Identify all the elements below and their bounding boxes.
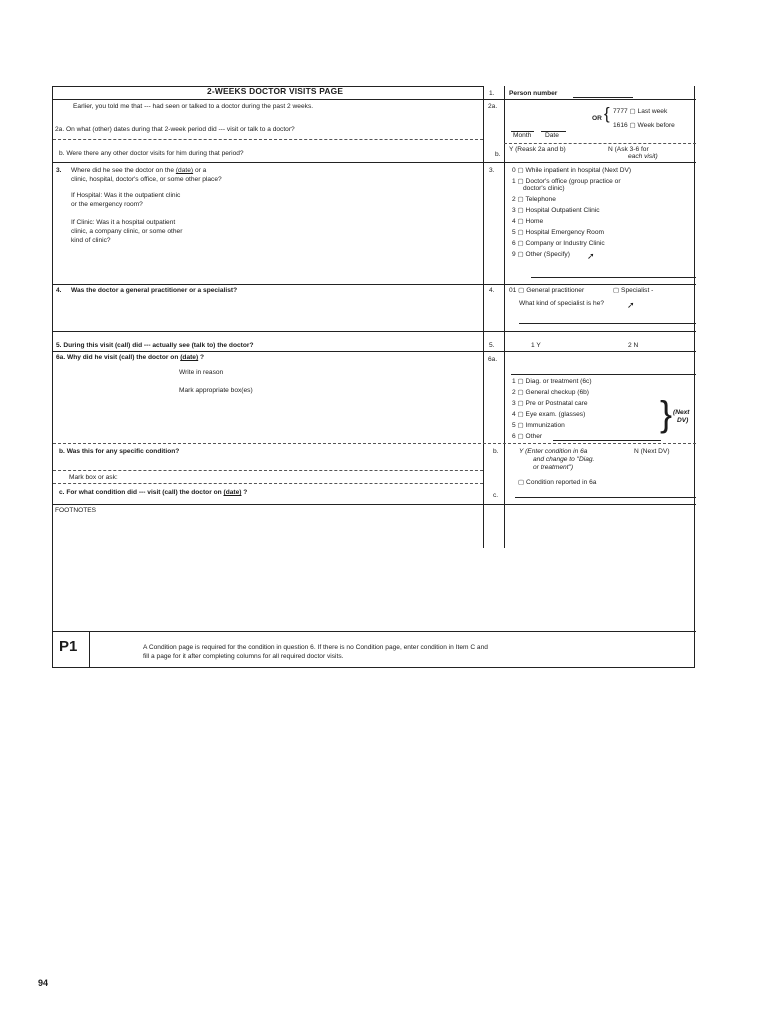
p1-divider: [89, 631, 90, 668]
q5-question: 5. During this visit (call) did --- actually see (talk to) the doctor?: [56, 342, 254, 349]
q2a-option-week-before[interactable]: 1616 ▢ Week before: [613, 122, 675, 129]
q4-general-practitioner[interactable]: 01 ▢ General practitioner: [509, 287, 585, 294]
q3-clinic-line2: clinic, a company clinic, or some other: [71, 228, 183, 235]
q6c-number: c.: [493, 492, 499, 499]
q6a-brace-icon: }: [660, 393, 673, 434]
person-number-field[interactable]: [573, 97, 633, 98]
footnotes-area[interactable]: [53, 516, 696, 631]
q3-option-outpatient[interactable]: 3 ▢ Hospital Outpatient Clinic: [512, 207, 600, 214]
header-bottom-rule: [53, 99, 696, 100]
q4-arrow-icon: ➚: [627, 300, 635, 310]
q4-number-right: 4.: [489, 287, 495, 294]
q6b-number: b.: [493, 448, 499, 455]
p1-note-line1: A Condition page is required for the condition in question 6. If there is no Condition page, enter condition in Item C and: [143, 644, 488, 651]
q6a-option-checkup[interactable]: 2 ▢ General checkup (6b): [512, 389, 589, 396]
q5-rule: [53, 351, 696, 352]
q6c-condition-field[interactable]: [515, 497, 696, 498]
q6c-rule: [53, 504, 696, 505]
q6a-other-field[interactable]: [553, 440, 661, 441]
q6b-yes-line3: or treatment"): [533, 464, 574, 471]
q6a-option-immunization[interactable]: 5 ▢ Immunization: [512, 422, 565, 429]
q3-option-other[interactable]: 9 ▢ Other (Specify): [512, 251, 570, 258]
q6a-write-reason: Write in reason: [179, 369, 224, 376]
q3-line1: Where did he see the doctor on the (date) or a: [71, 167, 207, 174]
q5-number: 5.: [489, 342, 495, 349]
q6b-no[interactable]: N (Next DV): [634, 448, 670, 455]
q3-option-telephone[interactable]: 2 ▢ Telephone: [512, 196, 556, 203]
q6b-yes[interactable]: Y (Enter condition in 6a: [519, 448, 588, 455]
q6a-option-other[interactable]: 6 ▢ Other: [512, 433, 543, 440]
q6a-reason-field[interactable]: [511, 374, 696, 375]
q6a-mark-boxes: Mark appropriate box(es): [179, 387, 253, 394]
q3-hospital-line1: If Hospital: Was it the outpatient clinic: [71, 192, 181, 199]
q2b-no-continued: each visit): [628, 153, 658, 160]
q6a-option-prenatal[interactable]: 3 ▢ Pre or Postnatal care: [512, 400, 588, 407]
q3-option-company[interactable]: 6 ▢ Company or Industry Clinic: [512, 240, 605, 247]
q6c-question: c. For what condition did --- visit (call) the doctor on (date) ?: [59, 489, 248, 496]
q2a-rule: [53, 139, 483, 140]
q2a-question: 2a. On what (other) dates during that 2-week period did --- visit or talk to a doctor?: [55, 126, 295, 133]
person-number-label: Person number: [509, 90, 558, 97]
column-divider-right: [504, 86, 505, 548]
q2a-brace-icon: {: [604, 104, 610, 123]
q3-option-emergency[interactable]: 5 ▢ Hospital Emergency Room: [512, 229, 604, 236]
q4-kind-of-specialist: What kind of specialist is he?: [519, 300, 605, 307]
q5-yes[interactable]: 1 Y: [531, 342, 541, 349]
q6c-top-rule: [53, 483, 483, 484]
q6b-rule: [53, 470, 483, 471]
q3-option-home[interactable]: 4 ▢ Home: [512, 218, 544, 225]
q2a-or: OR: [592, 115, 602, 122]
q6a-rule: [53, 443, 696, 444]
footnotes-label: FOOTNOTES: [55, 507, 97, 514]
q4-specialist-field[interactable]: [519, 323, 696, 324]
q2a-number: 2a.: [488, 103, 498, 110]
item-number-1: 1.: [489, 90, 495, 97]
doctor-visits-form: [52, 86, 695, 668]
q4-question: Was the doctor a general practitioner or a specialist?: [71, 287, 238, 294]
q2b-question: b. Were there any other doctor visits for him during that period?: [59, 150, 244, 157]
q5-no[interactable]: 2 N: [628, 342, 639, 349]
page-title: 2-WEEKS DOCTOR VISITS PAGE: [207, 86, 344, 96]
q3-arrow-icon: ➚: [587, 251, 595, 261]
q2b-yes[interactable]: Y (Reask 2a and b): [509, 146, 566, 153]
q2b-no[interactable]: N (Ask 3-6 for: [608, 146, 649, 153]
q4-rule: [53, 331, 696, 332]
q6b-yes-line2: and change to "Diag.: [533, 456, 595, 463]
q3-rule: [53, 284, 696, 285]
q3-number-right: 3.: [489, 167, 495, 174]
q4-specialist[interactable]: ▢ Specialist -: [613, 287, 654, 294]
q2a-option-last-week[interactable]: 7777 ▢ Last week: [613, 108, 668, 115]
q2b-rule: [53, 162, 696, 163]
q6a-next-dv-2: DV): [677, 417, 689, 424]
q3-number-left: 3.: [56, 167, 62, 174]
q2a-month-label: Month: [513, 132, 532, 139]
q6a-number: 6a.: [488, 356, 498, 363]
q2b-number: b.: [495, 151, 501, 158]
q2a-intro: Earlier, you told me that --- had seen or talked to a doctor during the past 2 weeks.: [73, 103, 314, 110]
q3-option-doctors-office-cont: doctor's clinic): [523, 185, 565, 192]
q3-option-doctors-office[interactable]: 1 ▢ Doctor's office (group practice or: [512, 178, 621, 185]
q6a-next-dv-1: (Next: [673, 409, 690, 416]
q4-number-left: 4.: [56, 287, 62, 294]
p1-note-line2: fill a page for it after completing columns for all required doctor visits.: [143, 653, 344, 660]
q3-hospital-line2: or the emergency room?: [71, 201, 143, 208]
q3-line2: clinic, hospital, doctor's office, or some other place?: [71, 176, 222, 183]
q3-clinic-line1: If Clinic: Was it a hospital outpatient: [71, 219, 176, 226]
q3-specify-field[interactable]: [531, 277, 696, 278]
q6b-mark-or-ask: Mark box or ask:: [69, 474, 118, 481]
q6a-option-diag[interactable]: 1 ▢ Diag. or treatment (6c): [512, 378, 592, 385]
q6a-question: 6a. Why did he visit (call) the doctor on (date) ?: [56, 354, 205, 361]
q6b-condition-reported[interactable]: ▢ Condition reported in 6a: [518, 479, 597, 486]
q3-option-inpatient[interactable]: 0 ▢ While inpatient in hospital (Next DV): [512, 167, 632, 174]
page-number: 94: [38, 978, 49, 988]
q2a-right-rule: [504, 143, 696, 144]
footnotes-rule: [53, 631, 696, 632]
q6a-option-eye-exam[interactable]: 4 ▢ Eye exam. (glasses): [512, 411, 586, 418]
q2a-date-label: Date: [545, 132, 559, 139]
column-divider-left: [483, 86, 484, 548]
p1-label: P1: [59, 638, 78, 655]
q6b-question: b. Was this for any specific condition?: [59, 448, 180, 455]
q3-clinic-line3: kind of clinic?: [71, 237, 111, 244]
